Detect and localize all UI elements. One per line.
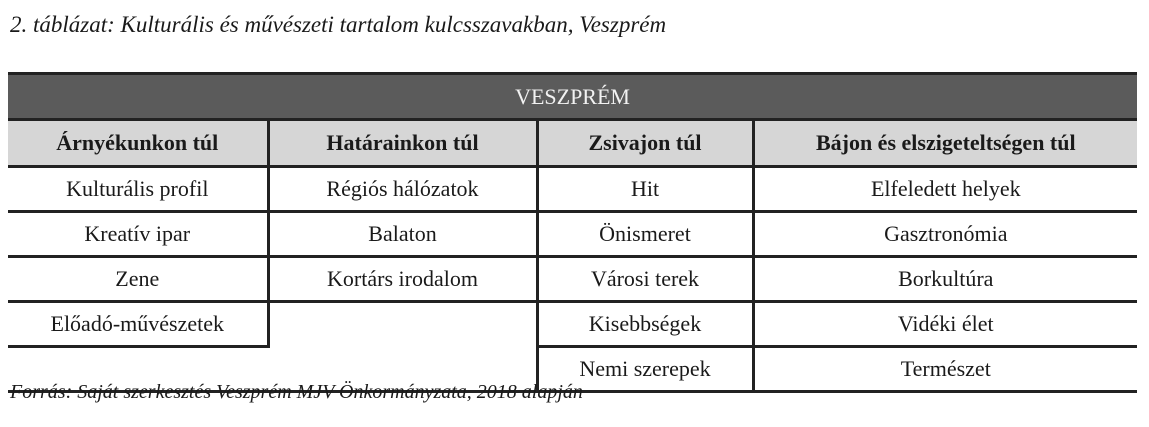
table-cell [268, 302, 537, 347]
column-header: Zsivajon túl [537, 120, 753, 167]
table-cell: Előadó-művészetek [8, 302, 268, 347]
table-cell: Kortárs irodalom [268, 257, 537, 302]
table-row [8, 257, 1137, 302]
table-row [8, 212, 1137, 257]
table-title: VESZPRÉM [8, 74, 1137, 120]
column-header: Határainkon túl [268, 120, 537, 167]
table-cell: Régiós hálózatok [268, 167, 537, 212]
table-cell: Nemi szerepek [537, 347, 753, 392]
table-cell: Vidéki élet [753, 302, 1137, 347]
column-header: Bájon és elszigeteltségen túl [753, 120, 1137, 167]
table-cell: Borkultúra [753, 257, 1137, 302]
column-header: Árnyékunkon túl [8, 120, 268, 167]
table-cell: Gasztronómia [753, 212, 1137, 257]
table-cell: Kreatív ipar [8, 212, 268, 257]
table-cell: Balaton [268, 212, 537, 257]
table-cell: Természet [753, 347, 1137, 392]
table-title-row [8, 74, 1137, 120]
table-row [8, 302, 1137, 347]
table-row [8, 167, 1137, 212]
table-cell: Elfeledett helyek [753, 167, 1137, 212]
table-cell: Kulturális profil [8, 167, 268, 212]
table-caption: 2. táblázat: Kulturális és művészeti tartalom kulcsszavakban, Veszprém [10, 12, 667, 37]
keywords-table [8, 72, 1137, 393]
table-cell: Önismeret [537, 212, 753, 257]
source-note: Forrás: Saját szerkesztés Veszprém MJV Önkormányzata, 2018 alapján [10, 381, 583, 403]
table-cell: Kisebbségek [537, 302, 753, 347]
table-cell: Zene [8, 257, 268, 302]
table-header-row [8, 120, 1137, 167]
table-cell: Hit [537, 167, 753, 212]
table-cell: Városi terek [537, 257, 753, 302]
